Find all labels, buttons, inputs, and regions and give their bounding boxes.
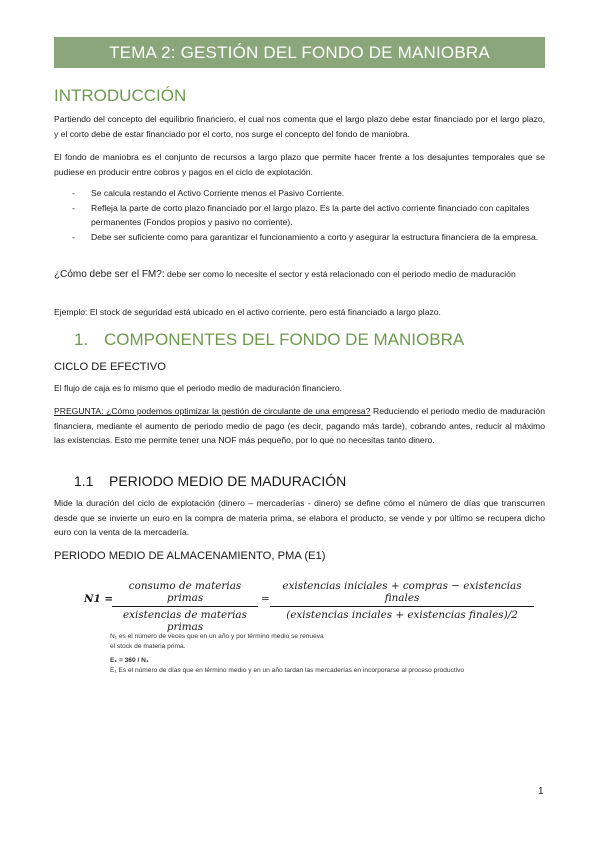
section-1-1-number: 1.1 bbox=[74, 473, 94, 489]
page-number: 1 bbox=[538, 786, 544, 797]
pregunta-answer: Reduciendo el periodo medio de maduración financiera, mediante el aumento de periodo medio de pago (es decir, pagando más tarde), cobrando antes, reducir al máximo las existencias. Esto me permite tener una NOF más pequeño, por lo que no necesitas tanto dinero. bbox=[54, 406, 545, 446]
intro-paragraph-2: El fondo de maniobra es el conjunto de recursos a largo plazo que permite hacer frente a los desajuntes temporales que se pudiese en producir entre cobros y pagos en el ciclo de explotación. bbox=[54, 152, 545, 177]
bullet-text: Debe ser suficiente como para garantizar el funcionamiento a corto y asegurar la estructura financiera de la empresa. bbox=[91, 231, 539, 242]
question-rest: debe ser como lo necesite el sector y está relacionado con el periodo medio de maduración bbox=[164, 269, 516, 279]
pma-heading: PERIODO MEDIO DE ALMACENAMIENTO, PMA (E1) bbox=[54, 550, 326, 562]
formula-fraction-2 bbox=[270, 580, 534, 621]
fraction-2-denominator: (existencias inciales + existencias finales)/2 bbox=[286, 609, 518, 621]
bullet-marker: - bbox=[72, 202, 75, 213]
section-1-heading: COMPONENTES DEL FONDO DE MANIOBRA bbox=[104, 330, 465, 349]
section-1-1-heading: PERIODO MEDIO DE MADURACIÓN bbox=[109, 473, 347, 489]
note-line: E₁ Es el número de días que en término medio y en un año tardan las mercaderías en incorporarse al proceso productivo bbox=[110, 667, 465, 675]
pregunta-label: PREGUNTA: ¿Cómo podemos optimizar la gestión de circulante de una empresa? bbox=[54, 406, 371, 416]
formula-equals: = bbox=[261, 593, 270, 605]
question-paragraph bbox=[54, 267, 545, 283]
ciclo-efectivo-heading: CICLO DE EFECTIVO bbox=[54, 361, 166, 373]
note-line: el stock de materia prima. bbox=[110, 643, 186, 651]
page-title: TEMA 2: GESTIÓN DEL FONDO DE MANIOBRA bbox=[54, 37, 545, 68]
pregunta-paragraph bbox=[54, 404, 545, 448]
bullet-text: Refleja la parte de corto plazo financiado por el largo plazo. Es la parte del activo corriente financiado con capitales permanentes (Fondos propios y pasivo no corriente). bbox=[91, 202, 530, 228]
list-item bbox=[72, 230, 545, 245]
section-1-1-paragraph: Mide la duración del ciclo de explotación (dinero – mercaderías - dinero) se define cómo el número de días que transcurren desde que se invierte un euro en la compra de materia prima, se elabora el producto, se vende y por último se recupera dicho euro con la venta de la mercadería. bbox=[54, 498, 545, 538]
section-1-paragraph-1: El flujo de caja es lo mismo que el periodo medio de maduración financiero. bbox=[54, 383, 343, 393]
fraction-1-denominator: existencias de materias primas bbox=[123, 609, 247, 633]
fraction-1-numerator: consumo de materias primas bbox=[128, 580, 242, 604]
question-lead: ¿Cómo debe ser el FM?: bbox=[54, 269, 165, 280]
bullet-text: Se calcula restando el Activo Corriente menos el Pasivo Corriente. bbox=[91, 188, 345, 198]
fraction-2-numerator: existencias iniciales + compras − existencias finales bbox=[282, 580, 522, 604]
formula bbox=[84, 580, 534, 633]
note-line: N₁ es el número de veces que en un año y por término medio se renueva bbox=[110, 633, 324, 640]
intro-heading: INTRODUCCIÓN bbox=[54, 86, 187, 105]
formula-lhs: N1 = bbox=[84, 593, 114, 605]
intro-bullet-list bbox=[72, 186, 545, 244]
example-paragraph: Ejemplo: El stock de seguridad está ubicado en el activo corriente, pero está financiado a largo plazo. bbox=[54, 307, 441, 317]
section-1-number: 1. bbox=[74, 330, 89, 349]
list-item bbox=[72, 186, 545, 201]
bullet-marker: - bbox=[72, 188, 75, 198]
formula-fraction-1 bbox=[112, 580, 258, 633]
note-line: E₁ = 360 / N₁ bbox=[110, 656, 149, 664]
bullet-marker: - bbox=[72, 231, 75, 242]
formula-notes bbox=[110, 632, 530, 677]
intro-paragraph-1: Partiendo del concepto del equilibrio financiero, el cual nos comenta que el largo plazo debe estar financiado por el largo plazo, y el corto debe de estar financiado por el corto, nos surge el concepto del fondo de maniobra. bbox=[54, 114, 545, 139]
list-item bbox=[72, 201, 545, 230]
